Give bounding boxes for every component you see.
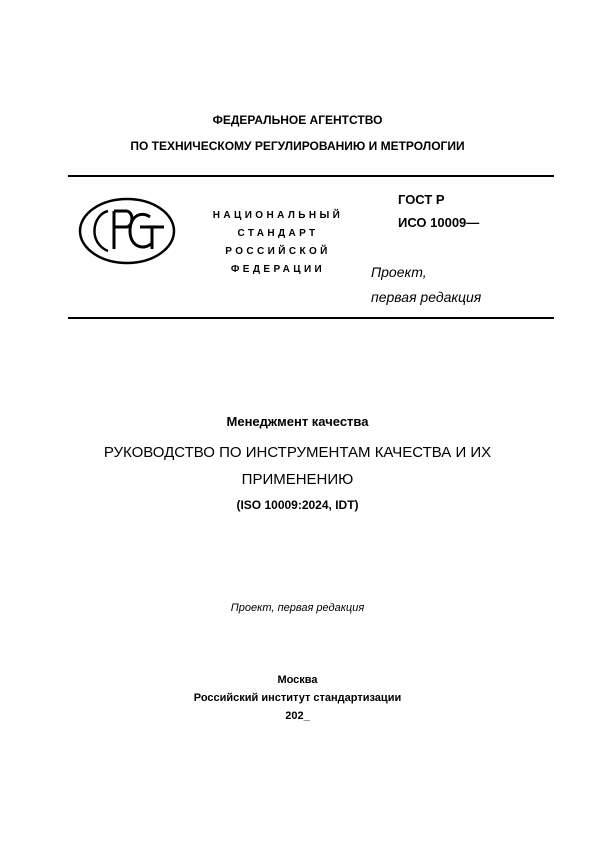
draft-status-line2: первая редакция bbox=[371, 289, 482, 305]
rst-logo-icon bbox=[78, 197, 176, 265]
standard-designation-line1: ГОСТ Р bbox=[398, 192, 445, 207]
publication-year: 202_ bbox=[285, 710, 310, 722]
agency-name-line1: ФЕДЕРАЛЬНОЕ АГЕНТСТВО bbox=[212, 113, 383, 127]
publisher-institute: Российский институт стандартизации bbox=[193, 692, 402, 704]
publication-city: Москва bbox=[277, 674, 318, 686]
top-divider bbox=[68, 175, 554, 177]
draft-status-line1: Проект, bbox=[371, 264, 427, 280]
iso-reference: (ISO 10009:2024, IDT) bbox=[236, 498, 359, 512]
document-title-line1: РУКОВОДСТВО ПО ИНСТРУМЕНТАМ КАЧЕСТВА И ИХ bbox=[103, 444, 492, 461]
bottom-divider bbox=[68, 317, 554, 319]
standard-designation-line2: ИСО 10009— bbox=[398, 215, 480, 230]
document-subject: Менеджмент качества bbox=[226, 414, 369, 429]
national-standard-line4: ФЕДЕРАЦИИ bbox=[230, 264, 326, 275]
national-standard-line2: СТАНДАРТ bbox=[237, 228, 319, 239]
document-title-line2: ПРИМЕНЕНИЮ bbox=[241, 471, 354, 488]
agency-name-line2: ПО ТЕХНИЧЕСКОМУ РЕГУЛИРОВАНИЮ И МЕТРОЛОГИИ bbox=[130, 139, 465, 153]
draft-note: Проект, первая редакция bbox=[230, 602, 365, 614]
national-standard-line3: РОССИЙСКОЙ bbox=[225, 246, 331, 257]
national-standard-line1: НАЦИОНАЛЬНЫЙ bbox=[212, 210, 344, 221]
